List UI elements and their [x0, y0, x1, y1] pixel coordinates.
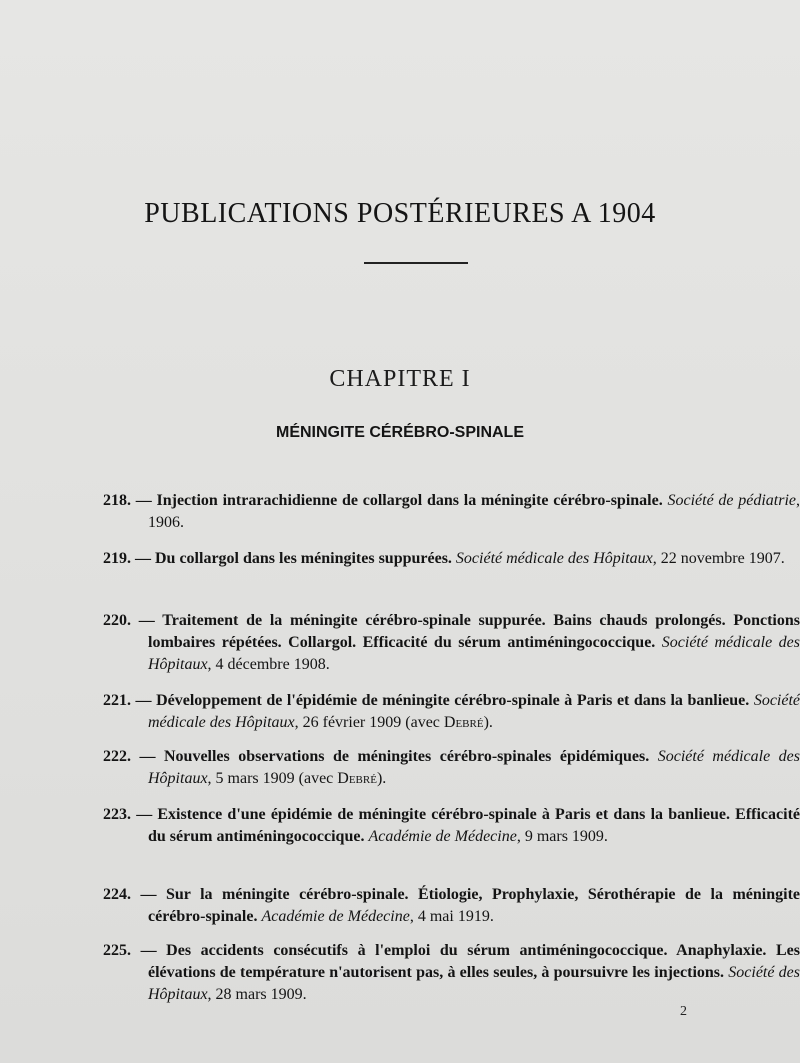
entry-title: — Sur la méningite cérébro-spinale. Étiologie, Prophylaxie, Sérothérapie de la méningite cérébro-spinale.: [140, 886, 800, 925]
entry-date: , 5 mars 1909 (avec: [207, 770, 338, 787]
entry-date: , 28 mars 1909.: [207, 986, 307, 1003]
entry-coauthor: Debré: [337, 770, 377, 787]
entry-number: 220.: [103, 612, 131, 629]
entry-number: 225.: [103, 942, 131, 959]
entry-source: Société médicale des Hôpitaux: [148, 634, 800, 673]
entry-source: Académie de Médecine: [368, 828, 517, 845]
publication-entry-218: [103, 490, 800, 534]
page-title: PUBLICATIONS POSTÉRIEURES A 1904: [144, 198, 656, 229]
publication-entry-221: [103, 690, 800, 734]
entry-title: — Traitement de la méningite cérébro-spinale suppurée. Bains chauds prolongés. Ponctions lombaires répétées. Collargol. Efficacité du sérum antiméningococcique.: [138, 612, 800, 651]
entry-number: 219.: [103, 550, 131, 567]
entry-title: — Existence d'une épidémie de méningite cérébro-spinale à Paris et dans la banlieue. Efficacité du sérum antiméningococcique.: [136, 806, 800, 845]
entry-date: , 26 février 1909 (avec: [294, 714, 444, 731]
entry-number: 221.: [103, 692, 131, 709]
publication-entry-220: [103, 610, 800, 676]
entry-title: — Des accidents consécutifs à l'emploi du sérum antiméningococcique. Anaphylaxie. Les élévations de température n'autorisent pas, à elles seules, à poursuivre les injections.: [140, 942, 800, 981]
entry-title: — Développement de l'épidémie de méningite cérébro-spinale à Paris et dans la banlieue.: [135, 692, 750, 709]
entry-title: — Injection intrarachidienne de collargol dans la méningite cérébro-spinale.: [135, 492, 663, 509]
entry-close: ).: [376, 770, 387, 787]
entry-close: ).: [483, 714, 493, 731]
entry-source: Société des Hôpitaux: [148, 964, 800, 1003]
entry-date: , 4 décembre 1908.: [207, 656, 330, 673]
publication-entry-223: [103, 804, 800, 848]
entry-coauthor: Debré: [443, 714, 484, 731]
page-number: 2: [680, 1004, 687, 1019]
chapter-heading: CHAPITRE I: [329, 366, 471, 392]
publication-entry-219: [103, 548, 800, 570]
entry-number: 218.: [103, 492, 131, 509]
entry-source: Société médicale des Hôpitaux: [455, 550, 653, 567]
publication-entry-224: [103, 884, 800, 928]
section-heading: MÉNINGITE CÉRÉBRO-SPINALE: [275, 424, 524, 441]
entry-number: 223.: [103, 806, 131, 823]
entry-source: Académie de Médecine: [261, 908, 410, 925]
entry-date: , 4 mai 1919.: [409, 908, 494, 925]
entry-number: 224.: [103, 886, 131, 903]
entry-source: Société de pédiatrie: [667, 492, 797, 509]
publication-entry-225: [103, 940, 800, 1006]
entry-date: , 1906.: [148, 492, 800, 531]
entry-date: , 22 novembre 1907.: [652, 550, 785, 567]
entry-title: — Nouvelles observations de méningites cérébro-spinales épidémiques.: [139, 748, 650, 765]
entry-title: — Du collargol dans les méningites suppurées.: [135, 550, 452, 567]
entry-number: 222.: [103, 748, 131, 765]
title-divider: [364, 262, 468, 264]
entry-source: Société médicale des Hôpitaux: [148, 748, 800, 787]
publication-entry-222: [103, 746, 800, 790]
entry-source: Société médicale des Hôpitaux: [148, 692, 800, 731]
entry-date: , 9 mars 1909.: [516, 828, 608, 845]
